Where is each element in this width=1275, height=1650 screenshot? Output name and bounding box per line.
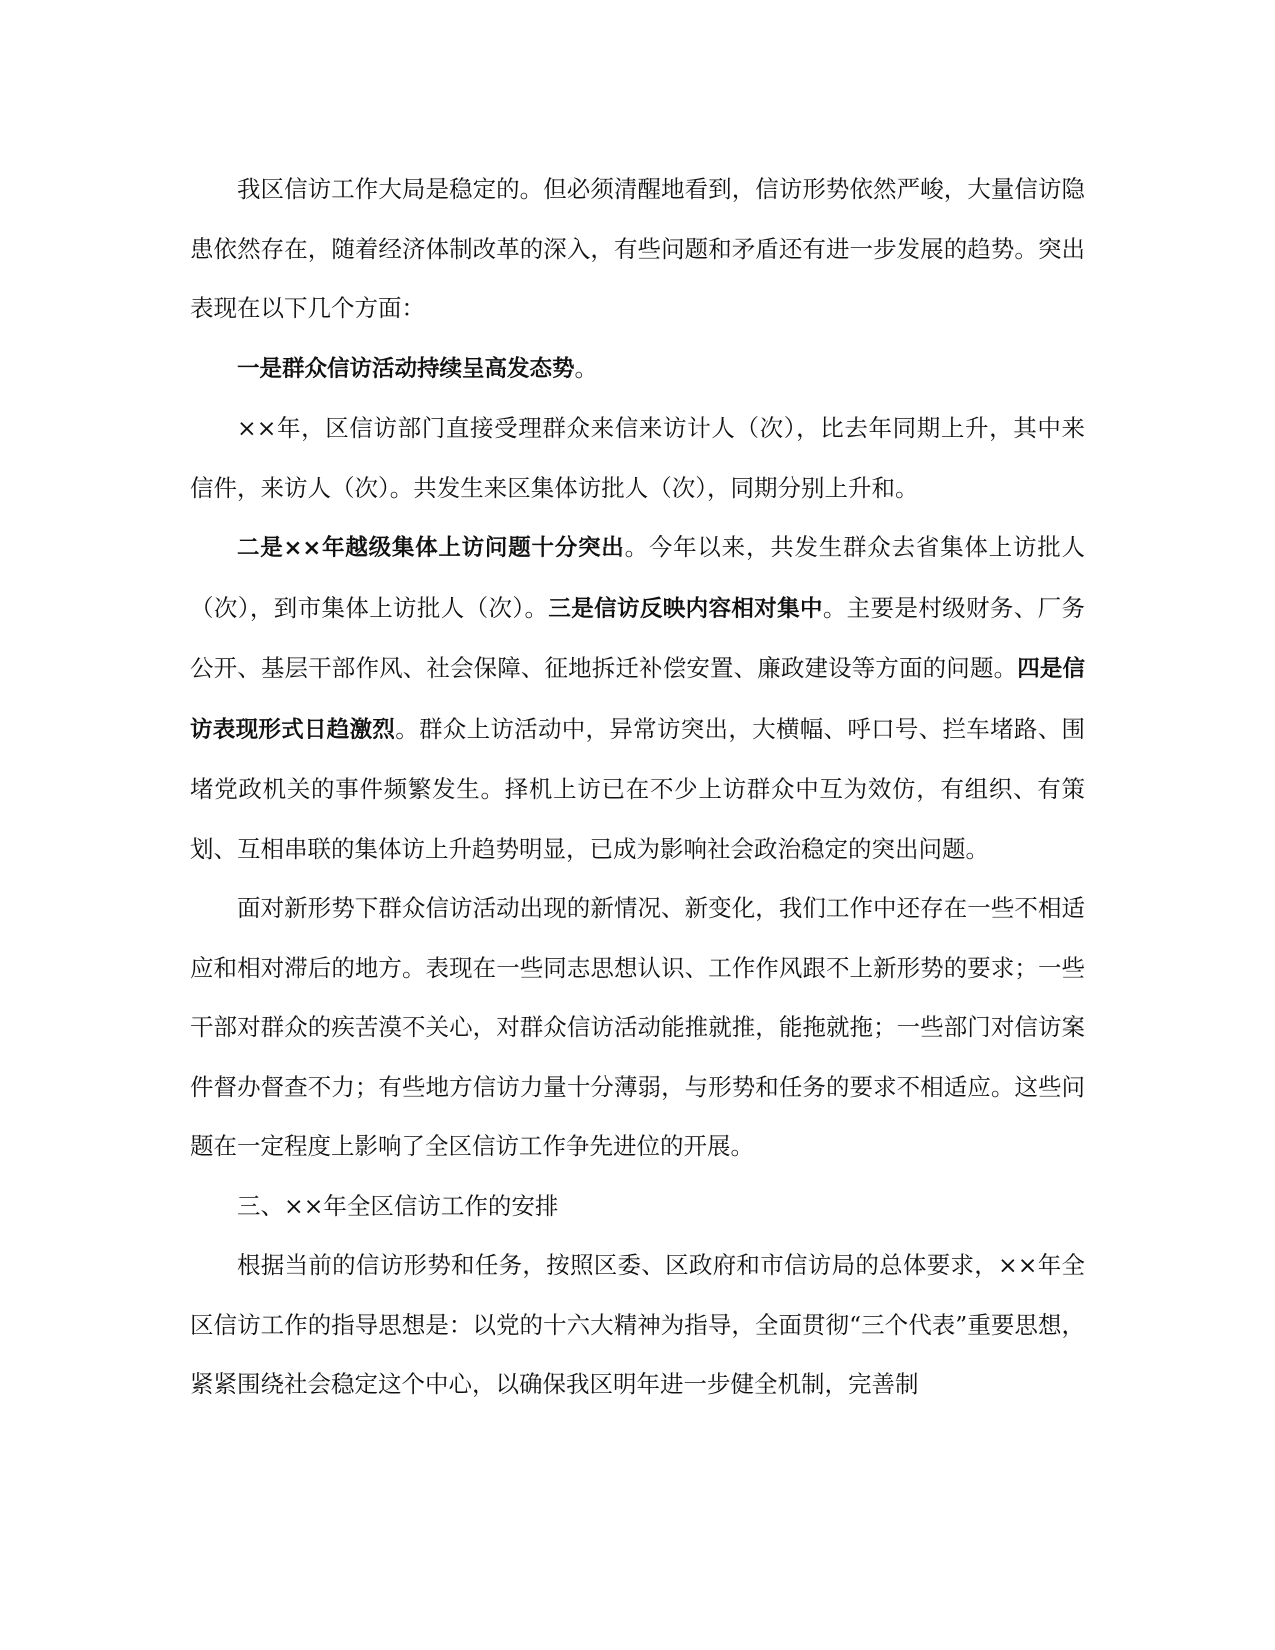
paragraph-text: 面对新形势下群众信访活动出现的新情况、新变化，我们工作中还存在一些不相适应和相对滞后的地方。表现在一些同志思想认识、工作作风跟不上新形势的要求；一些干部对群众的疾苦漠不关心，对群众信访活动能推就推，能拖就拖；一些部门对信访案件督办督查不力；有些地方信访力量十分薄弱，与形势和任务的要求不相适应。这些问题在一定程度上影响了全区信访工作争先进位的开展。 [190,894,1085,1160]
paragraph-text: 。主要是村级财务、厂务公开、基层干部作风、社会保障、征地拆迁补偿安置、廉政建设等方面的问题。 [190,593,1085,682]
paragraph-visit-statistics [190,399,1085,518]
paragraph-points-two-to-four [190,518,1085,879]
paragraph-text: 。今年以来，共发生群众去省集体上访批人（次），到市集体上访批人（次）。 [190,533,1085,622]
bold-point-three: 三是信访反映内容相对集中 [548,595,823,622]
bold-point-two: 二是××年越级集体上访问题十分突出 [237,535,625,561]
paragraph-guiding-ideology [190,1236,1085,1415]
section-heading-text: 三、××年全区信访工作的安排 [237,1191,559,1220]
paragraph-text: 。 [574,353,599,382]
paragraph-text: 根据当前的信访形势和任务，按照区委、区政府和市信访局的总体要求，××年全区信访工作的指导思想是：以党的十六大精神为指导，全面贯彻“三个代表”重要思想，紧紧围绕社会稳定这个中心，以确保我区明年进一步健全机制，完善制 [190,1251,1085,1398]
paragraph-stability-overview [190,160,1085,339]
bold-point-one: 一是群众信访活动持续呈高发态势 [237,355,575,382]
section-heading-work-arrangement [190,1177,1085,1237]
bold-point-four: 四是信访表现形式日趋激烈 [190,656,1085,743]
document-page [190,160,1085,1415]
paragraph-text: ××年，区信访部门直接受理群众来信来访计人（次），比去年同期上升，其中来信件，来访人（次）。共发生来区集体访批人（次），同期分别上升和。 [190,414,1085,502]
paragraph-shortcomings [190,879,1085,1177]
paragraph-text: 。群众上访活动中，异常访突出，大横幅、呼口号、拦车堵路、围堵党政机关的事件频繁发生。择机上访已在不少上访群众中互为效仿，有组织、有策划、互相串联的集体访上升趋势明显，已成为影响社会政治稳定的突出问题。 [190,714,1085,863]
paragraph-point-one-heading [190,339,1085,400]
paragraph-text: 我区信访工作大局是稳定的。但必须清醒地看到，信访形势依然严峻，大量信访隐患依然存在，随着经济体制改革的深入，有些问题和矛盾还有进一步发展的趋势。突出表现在以下几个方面： [190,175,1085,322]
